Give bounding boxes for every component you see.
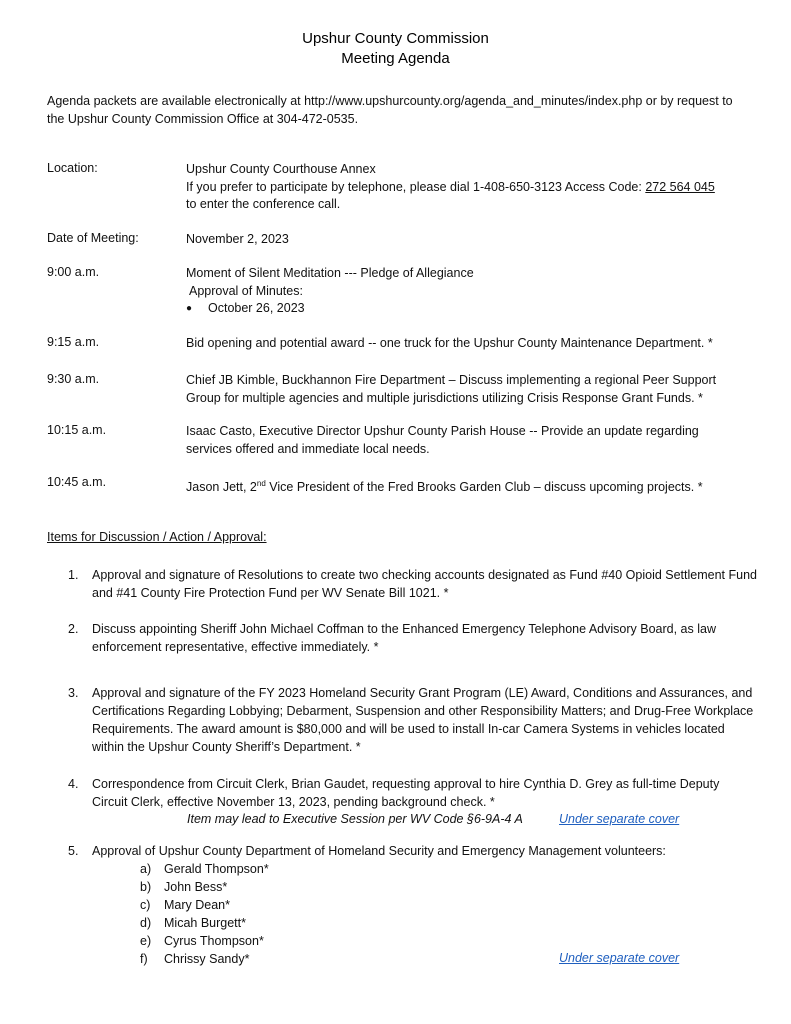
location-line1: Upshur County Courthouse Annex bbox=[186, 162, 376, 176]
discussion-item bbox=[68, 775, 758, 811]
item-number: 1. bbox=[68, 568, 79, 582]
intro-paragraph: Agenda packets are available electronically at http://www.upshurcounty.org/agenda_and_minutes/index.php or by request to the Upshur County Commission Office at 304-472-0535. bbox=[47, 94, 733, 126]
schedule-item: Bid opening and potential award -- one truck for the Upshur County Maintenance Department. * bbox=[186, 336, 713, 350]
item-number: 4. bbox=[68, 777, 79, 791]
volunteer-letter: b) bbox=[140, 880, 152, 894]
volunteer-item bbox=[140, 896, 230, 914]
separate-cover-link[interactable]: Under separate cover bbox=[559, 812, 680, 826]
discussion-item bbox=[68, 842, 758, 860]
item-text: Approval of Upshur County Department of Homeland Security and Emergency Management volunteers: bbox=[92, 844, 666, 858]
schedule-time: 9:30 a.m. bbox=[47, 372, 100, 386]
item-number: 2. bbox=[68, 622, 79, 636]
document-subtitle: Meeting Agenda bbox=[341, 50, 450, 67]
item-number: 5. bbox=[68, 844, 79, 858]
location-line2 bbox=[186, 179, 746, 197]
minutes-label: Approval of Minutes: bbox=[189, 283, 303, 298]
volunteer-letter: e) bbox=[140, 934, 152, 948]
location-line3: to enter the conference call. bbox=[186, 197, 341, 211]
item-text: Correspondence from Circuit Clerk, Brian Gaudet, requesting approval to hire Cynthia D. Grey as full-time Deputy Circuit Clerk, effective November 13, 2023, pending background check. * bbox=[92, 777, 720, 809]
volunteer-name: Micah Burgett* bbox=[164, 916, 246, 930]
ordinal-suffix: nd bbox=[256, 479, 266, 488]
executive-session-note: Item may lead to Executive Session per WV Code §6-9A-4 A bbox=[187, 812, 523, 826]
schedule-time: 9:00 a.m. bbox=[47, 265, 100, 279]
volunteer-item bbox=[140, 950, 249, 968]
volunteer-item bbox=[140, 914, 246, 932]
volunteer-item bbox=[140, 860, 269, 878]
volunteer-letter: c) bbox=[140, 898, 151, 912]
volunteer-item bbox=[140, 932, 264, 950]
discussion-item bbox=[68, 684, 758, 756]
document-title: Upshur County Commission bbox=[302, 30, 489, 47]
date-label: Date of Meeting: bbox=[47, 231, 139, 245]
schedule-text: Vice President of the Fred Brooks Garden Club – discuss upcoming projects. * bbox=[265, 480, 703, 495]
volunteer-letter: a) bbox=[140, 862, 152, 876]
volunteer-letter: d) bbox=[140, 916, 152, 930]
discussion-item bbox=[68, 620, 758, 656]
schedule-text: Jason Jett, 2 bbox=[186, 480, 257, 495]
discussion-heading: Items for Discussion / Action / Approval: bbox=[47, 530, 267, 544]
schedule-time: 9:15 a.m. bbox=[47, 335, 100, 349]
minutes-date: October 26, 2023 bbox=[208, 301, 305, 315]
item-number: 3. bbox=[68, 686, 79, 700]
phone-instructions: If you prefer to participate by telephone, please dial 1-408-650-3123 Access Code: bbox=[186, 179, 646, 194]
bullet-icon: ● bbox=[186, 303, 193, 314]
schedule-time: 10:15 a.m. bbox=[47, 423, 107, 437]
separate-cover-link[interactable]: Under separate cover bbox=[559, 951, 680, 965]
volunteer-letter: f) bbox=[140, 952, 148, 966]
schedule-item: Chief JB Kimble, Buckhannon Fire Department – Discuss implementing a regional Peer Support Group for multiple agencies and multiple jurisdictions utilizing Crisis Response Grant Funds. * bbox=[186, 373, 717, 405]
discussion-item bbox=[68, 566, 758, 602]
volunteer-name: Chrissy Sandy* bbox=[164, 952, 250, 966]
volunteer-name: Mary Dean* bbox=[164, 898, 230, 912]
schedule-line: Moment of Silent Meditation --- Pledge of Allegiance bbox=[186, 266, 474, 280]
location-details bbox=[186, 161, 746, 214]
item-text: Discuss appointing Sheriff John Michael Coffman to the Enhanced Emergency Telephone Advisory Board, as law enforcement representative, effective immediately. * bbox=[92, 622, 716, 654]
location-label: Location: bbox=[47, 161, 98, 175]
meeting-date: November 2, 2023 bbox=[186, 232, 289, 246]
schedule-time: 10:45 a.m. bbox=[47, 475, 107, 489]
schedule-item bbox=[186, 265, 746, 318]
minutes-bullet bbox=[186, 300, 746, 318]
schedule-item bbox=[186, 475, 746, 497]
volunteer-item bbox=[140, 878, 227, 896]
volunteer-name: John Bess* bbox=[164, 880, 228, 894]
volunteer-name: Cyrus Thompson* bbox=[164, 934, 264, 948]
access-code: 272 564 045 bbox=[645, 179, 715, 194]
schedule-item: Isaac Casto, Executive Director Upshur County Parish House -- Provide an update regarding services offered and immediate local needs. bbox=[186, 424, 699, 456]
item-text: Approval and signature of the FY 2023 Homeland Security Grant Program (LE) Award, Conditions and Assurances, and Certifications Regarding Lobbying; Debarment, Suspension and other Responsibility Matters; and Drug-Free Workplace Requirements. The award amount is $80,000 and will be used to install In-car Camera Systems in vehicles located within the Upshur County Sheriff’s Department. * bbox=[92, 686, 754, 754]
volunteer-name: Gerald Thompson* bbox=[164, 862, 269, 876]
item-text: Approval and signature of Resolutions to create two checking accounts designated as Fund #40 Opioid Settlement Fund and #41 County Fire Protection Fund per WV Senate Bill 1021. * bbox=[92, 568, 757, 600]
